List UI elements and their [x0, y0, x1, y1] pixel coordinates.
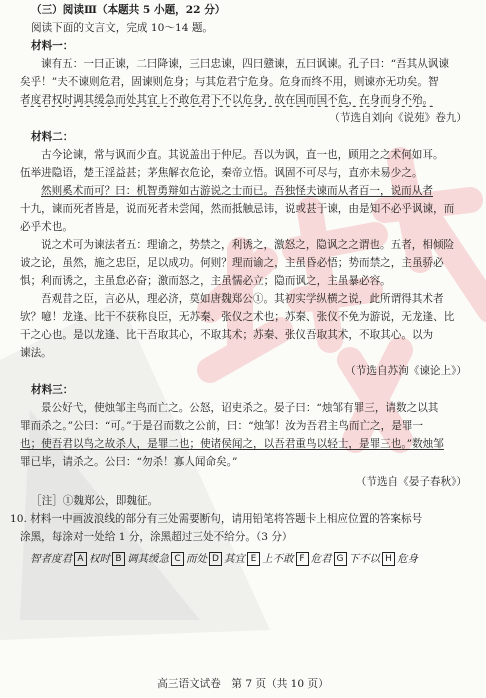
section-instruction: 阅读下面的文言文，完成 10～14 题。: [31, 22, 214, 34]
material2-line: 古今论谏，常与讽而少直。其说盖出于仲尼。吾以为讽，直一也，顾用之之术何如耳。: [41, 149, 444, 161]
material3-line: 也；使吾君以鸟之故杀人，是罪二也；使诸侯闻之，以吾君重鸟以轻士，是罪三也。”数烛邹: [20, 438, 444, 450]
answer-text-segment: 智者度君: [30, 553, 72, 565]
material1-wavy-line: 者度君权时调其缓急而处其宜上不敢危君下不以危身，故在国而国不危，在身而身不殆。: [20, 94, 434, 106]
material1-line: 谏有五：一曰正谏，二曰降谏，三曰忠谏，四曰戆谏，五曰讽谏。孔子曰：“吾其从讽谏: [41, 58, 449, 70]
answer-option-box-e[interactable]: E: [247, 552, 260, 566]
material3-label: 材料三：: [31, 384, 74, 396]
answer-text-segment: 下不以: [348, 553, 380, 565]
material2-source: （节选自苏洵《谏论上》）: [345, 365, 467, 377]
material3-source: （节选自《晏子春秋》）: [355, 476, 467, 488]
footnote: ［注］①魏郑公，即魏征。: [31, 495, 159, 507]
answer-option-box-d[interactable]: D: [209, 552, 222, 566]
material2-line: 欤？噫！龙逢、比干不获称良臣，无苏秦、张仪之术也；苏秦、张仪不免为游说，无龙逢、比: [20, 311, 455, 323]
material2-line: 诐之论，虽然，施之忠臣，足以成功。何则？理而谕之，主虽昏必悟；势而禁之，主虽骄必: [20, 257, 444, 269]
answer-option-box-a[interactable]: A: [74, 552, 87, 566]
answer-text-segment: 上不敢: [262, 553, 294, 565]
material2-line: 谏法。: [20, 347, 52, 359]
answer-option-box-h[interactable]: H: [382, 552, 395, 566]
material1-line: 矣乎！”夫不谏则危君，固谏则危身；与其危君宁危身。危身而终不用，则谏亦无功矣。智: [20, 76, 439, 88]
material2-line: 吾观昔之臣，言必从，理必济，莫如唐魏郑公①。其初实学纵横之说，此所谓得其术者: [41, 293, 444, 305]
material3-line: 罪已毕，请杀之。公曰：“勿杀！寡人闻命矣。”: [20, 456, 238, 468]
answer-text-segment: 其宜: [224, 553, 245, 565]
material3-line: 景公好弋，使烛邹主鸟而亡之。公怒，诏吏杀之。晏子曰：“烛邹有罪三，请数之以其: [41, 402, 439, 414]
material1-source: （节选自刘向《说苑》卷九）: [329, 112, 467, 124]
material2-line: 干之心也。是以龙逢、比干吾取其心，不取其术；苏秦、张仪吾取其术，不取其心。以为: [20, 329, 434, 341]
answer-option-box-b[interactable]: B: [112, 552, 125, 566]
page-footer: 高三语文试卷 第 7 页（共 10 页）: [157, 678, 329, 690]
question-10-line2: 涂黑，每涂对一处给 1 分，涂黑超过三处不给分。（3 分）: [20, 531, 293, 543]
answer-choice-row: [30, 552, 418, 566]
answer-text-segment: 权时: [89, 553, 110, 565]
material2-line: 十九，谏而死者皆是，说而死者未尝闻，然而抵触忌讳，说或甚于谏，由是知不必乎讽谏，而: [20, 203, 455, 215]
question-10-line1: 10. 材料一中画波浪线的部分有三处需要断句，请用铅笔将答题卡上相应位置的答案标号: [10, 513, 423, 525]
section-heading: （三）阅读Ⅲ（本题共 5 小题，22 分）: [31, 4, 226, 16]
material2-label: 材料二：: [31, 131, 74, 143]
material2-line: 伍举进隐语，楚王淫益甚；茅焦解衣危论，秦帝立悟。讽固不可尽与，直亦未易少之。: [20, 167, 423, 179]
material2-line: 惧；利而诱之，主虽怠必奋；激而怒之，主虽懦必立；隐而讽之，主虽暴必容。: [20, 275, 391, 287]
material2-line: 说之术可为谏法者五：理谕之，势禁之，利诱之，激怒之，隐讽之之谓也。五者，相倾险: [41, 239, 455, 251]
answer-text-segment: 而处: [186, 553, 207, 565]
answer-option-box-c[interactable]: C: [171, 552, 184, 566]
answer-text-segment: 调其缓急: [127, 553, 169, 565]
answer-text-segment: 危身: [397, 553, 418, 565]
material3-line: 罪而杀之。”公曰：“可。”于是召而数之公前，曰：“烛邹！汝为吾君主鸟而亡之，是罪一: [20, 420, 424, 432]
material2-line: 然则奚术而可？曰：机智勇辩如古游说之士而已。吾独怪夫谏而从者百一，说而从者: [41, 185, 433, 197]
answer-option-box-f[interactable]: F: [296, 552, 309, 566]
material1-label: 材料一：: [31, 40, 74, 52]
material2-line: 必乎术也。: [20, 221, 73, 233]
answer-text-segment: 危君: [310, 553, 332, 565]
answer-option-box-g[interactable]: G: [334, 552, 347, 566]
